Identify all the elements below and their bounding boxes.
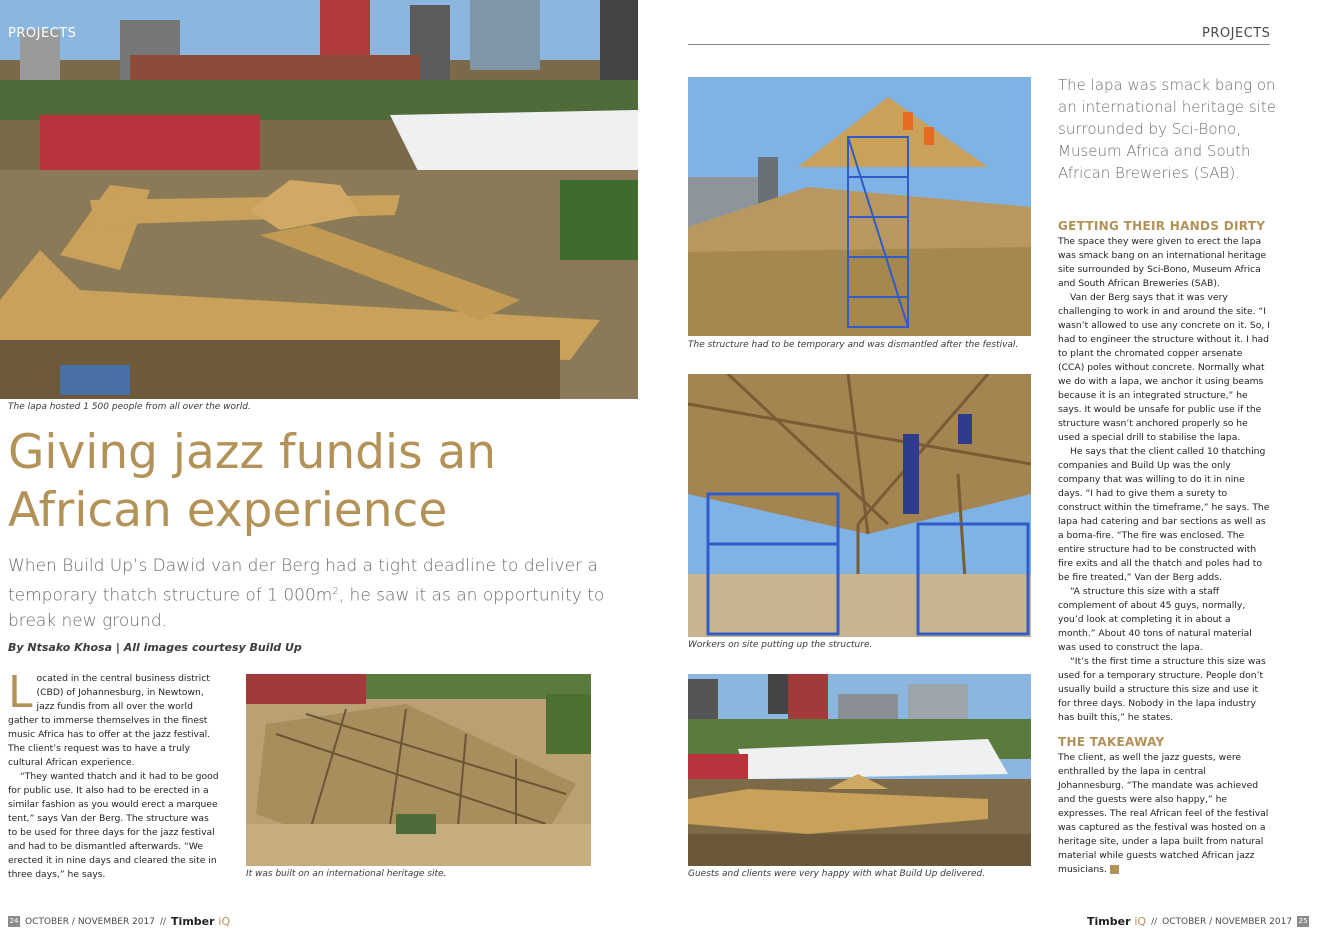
footer-separator: // — [1151, 916, 1158, 927]
heritage-site-photo — [246, 674, 591, 866]
brand-logo — [171, 915, 230, 928]
issue-date-left: OCTOBER / NOVEMBER 2017 — [25, 916, 155, 927]
paragraph: “It’s the first time a structure this size was used for a temporary structure. People don’t usually build a structure this size and use it for three days. Nobody in the lapa industry has built this,” he states. — [1058, 656, 1266, 723]
paragraph: He says that the client called 10 thatching companies and Build Up was the only company that was willing to do it in nine days. “I had to give them a surety to construct within the timeframe,” he says. The lapa had catering and bar sections as well as a boma-fire. “The fire was enclosed. The entire structure had to be constructed with fire exits and all the thatch and poles had to be fire treated,” Van der Berg adds. — [1058, 446, 1270, 583]
page-number-left: 24 — [9, 917, 19, 925]
byline: By Ntsako Khosa | All images courtesy Build Up — [8, 641, 302, 654]
section-label-left: PROJECTS — [8, 26, 77, 41]
standfirst-text-b: , he saw it as an opportunity to break new ground. — [8, 585, 605, 631]
paragraph: The space they were given to erect the lapa was smack bang on an international heritage site surrounded by Sci-Bono, Museum Africa and South African Breweries (SAB). — [1058, 236, 1267, 289]
footer-right — [1087, 915, 1309, 928]
footer-separator: // — [159, 916, 167, 927]
section-label-right: PROJECTS — [1202, 26, 1271, 41]
body-column-1 — [8, 667, 220, 882]
drop-cap: L — [8, 667, 33, 718]
paragraph: “They wanted thatch and it had to be good for public use. It also had to be erected in a similar fashion as you would erect a marquee tent,” says Van der Berg. The structure was to be used for three days for the jazz festival and had to be dismantled afterwards. “We erected it in nine days and cleared the site in three days,” he says. — [8, 771, 219, 880]
header-rule — [688, 44, 1270, 45]
brand-timber: Timber — [171, 915, 215, 928]
pull-quote: The lapa was smack bang on an international heritage site surrounded by Sci-Bono, Museum Africa and South African Breweries (SAB). — [1058, 76, 1276, 182]
subhead-the-takeaway: THE TAKEAWAY — [1058, 735, 1165, 749]
standfirst-text-a: When Build Up’s Dawid van der Berg had a tight deadline to deliver a temporary thatch structure of 1 000m — [8, 556, 598, 606]
caption-guests: Guests and clients were very happy with what Build Up delivered. — [688, 869, 986, 879]
headline — [8, 424, 628, 540]
standfirst — [8, 554, 608, 634]
lapa-aerial-photo — [0, 0, 638, 399]
caption-workers: Workers on site putting up the structure. — [688, 640, 873, 650]
paragraph: Van der Berg says that it was very challenging to work in and around the site. “I wasn’t allowed to use any concrete on it. So, I had to engineer the structure without it. I had to plant the chromated copper arsenate (CCA) poles without concrete. Normally what we do with a lapa, we anchor it using beams because it is an integrated structure,” he says. It would be unsafe for public use if the structure wasn’t anchored properly so he used a special drill to stabilise the lapa. — [1058, 292, 1270, 443]
headline-line-2: African experience — [8, 483, 448, 538]
scaffold-photo — [688, 77, 1031, 336]
subhead-getting-their-hands-dirty: GETTING THEIR HANDS DIRTY — [1058, 219, 1266, 233]
guests-photo — [688, 674, 1031, 866]
caption-heritage-site: It was built on an international heritage site. — [246, 869, 447, 879]
paragraph: ocated in the central business district (CBD) of Johannesburg, in Newtown, jazz fundis from all over the world gather to immerse themselves in the finest music Africa has to offer at the jazz festival. The client’s request was to have a truly cultural African experience. — [8, 673, 211, 768]
end-mark-icon — [1110, 865, 1119, 874]
paragraph-text: The client, as well the jazz guests, were enthralled by the lapa in central Johannesburg. “The mandate was achieved and the guests were also happy,” he expresses. The real African feel of the festival was captured as the festival was hosted on a heritage site, under a lapa built from natural material while guests watched African jazz musicians. — [1058, 752, 1269, 875]
brand-timber: Timber — [1087, 915, 1131, 928]
caption-scaffold: The structure had to be temporary and was dismantled after the festival. — [688, 340, 1019, 350]
caption-lapa-aerial: The lapa hosted 1 500 people from all over the world. — [8, 402, 251, 412]
footer-left — [8, 915, 230, 928]
brand-logo — [1087, 915, 1146, 928]
standfirst-superscript: 2 — [332, 586, 339, 597]
paragraph — [1058, 751, 1270, 877]
workers-photo — [688, 374, 1031, 637]
page-number-right: 25 — [1298, 917, 1308, 925]
body-column-3 — [1058, 219, 1270, 877]
brand-iq: iQ — [1134, 915, 1147, 928]
headline-line-1: Giving jazz fundis an — [8, 425, 497, 480]
paragraph: “A structure this size with a staff complement of about 45 guys, normally, you’d look at completing it in about a month.” About 40 tons of natural material was used to construct the lapa. — [1058, 586, 1252, 653]
issue-date-right: OCTOBER / NOVEMBER 2017 — [1162, 916, 1293, 927]
brand-iq: iQ — [218, 915, 231, 928]
